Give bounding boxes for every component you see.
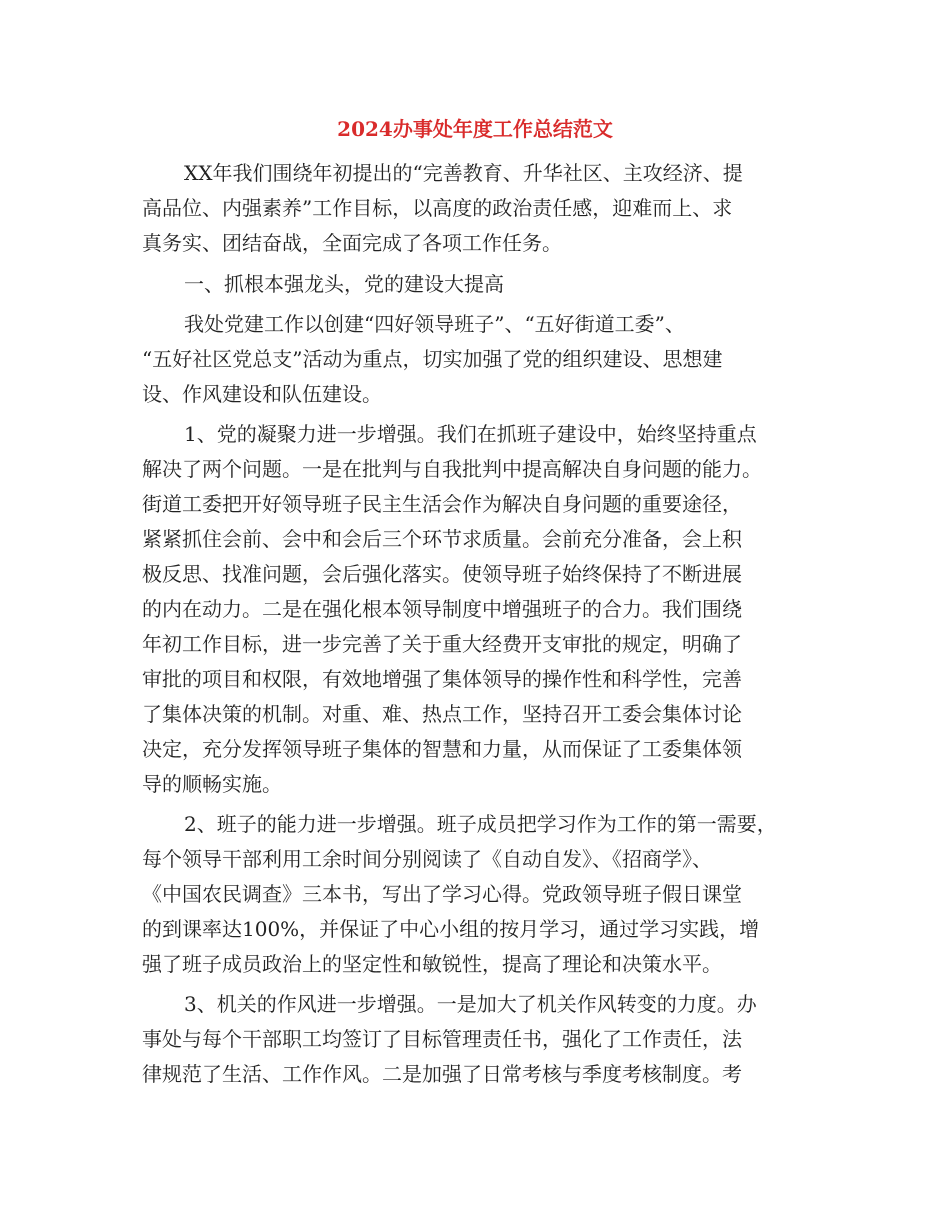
paragraph-line: 事处与每个干部职工均签订了目标管理责任书，强化了工作责任，法 [142, 1027, 742, 1051]
paragraph-line: 3、机关的作风进一步增强。一是加大了机关作风转变的力度。办 [184, 992, 757, 1016]
paragraph-line: 决定，充分发挥领导班子集体的智慧和力量，从而保证了工委集体领 [142, 737, 742, 761]
paragraph-line: XX年我们围绕年初提出的“完善教育、升华社区、主攻经济、提 [184, 161, 743, 185]
paragraph-line: 2、班子的能力进一步增强。班子成员把学习作为工作的第一需要， [184, 812, 777, 836]
paragraph-line: 真务实、团结奋战，全面完成了各项工作任务。 [142, 231, 562, 255]
paragraph-line: 强了班子成员政治上的坚定性和敏锐性，提高了理论和决策水平。 [142, 952, 722, 976]
paragraph-line: 了集体决策的机制。对重、难、热点工作，坚持召开工委会集体讨论 [142, 702, 742, 726]
paragraph-line: 街道工委把开好领导班子民主生活会作为解决自身问题的重要途径， [142, 492, 742, 516]
paragraph-line: 高品位、内强素养”工作目标，以高度的政治责任感，迎难而上、求 [142, 196, 733, 220]
paragraph-line: 律规范了生活、工作作风。二是加强了日常考核与季度考核制度。考 [142, 1062, 742, 1086]
paragraph-line: 设、作风建设和队伍建设。 [142, 382, 382, 406]
document-title: 2024办事处年度工作总结范文 [337, 117, 613, 141]
paragraph-line: 《中国农民调查》三本书，写出了学习心得。党政领导班子假日课堂 [142, 882, 742, 906]
paragraph-line: 审批的项目和权限，有效地增强了集体领导的操作性和科学性，完善 [142, 667, 742, 691]
paragraph-line: 年初工作目标，进一步完善了关于重大经费开支审批的规定，明确了 [142, 632, 742, 656]
section-heading: 一、抓根本强龙头，党的建设大提高 [184, 272, 504, 296]
paragraph-line: 的到课率达100%，并保证了中心小组的按月学习，通过学习实践，增 [142, 917, 760, 941]
paragraph-line: “五好社区党总支”活动为重点，切实加强了党的组织建设、思想建 [142, 347, 723, 371]
paragraph-line: 1、党的凝聚力进一步增强。我们在抓班子建设中，始终坚持重点 [184, 422, 757, 446]
paragraph-line: 的内在动力。二是在强化根本领导制度中增强班子的合力。我们围绕 [142, 597, 742, 621]
paragraph-line: 解决了两个问题。一是在批判与自我批判中提高解决自身问题的能力。 [142, 457, 762, 481]
paragraph-line: 紧紧抓住会前、会中和会后三个环节求质量。会前充分准备，会上积 [142, 527, 742, 551]
paragraph-line: 我处党建工作以创建“四好领导班子”、“五好街道工委”、 [184, 312, 685, 336]
paragraph-line: 每个领导干部利用工余时间分别阅读了《自动自发》、《招商学》、 [142, 847, 712, 871]
paragraph-line: 极反思、找准问题，会后强化落实。使领导班子始终保持了不断进展 [142, 562, 742, 586]
paragraph-line: 导的顺畅实施。 [142, 772, 282, 796]
